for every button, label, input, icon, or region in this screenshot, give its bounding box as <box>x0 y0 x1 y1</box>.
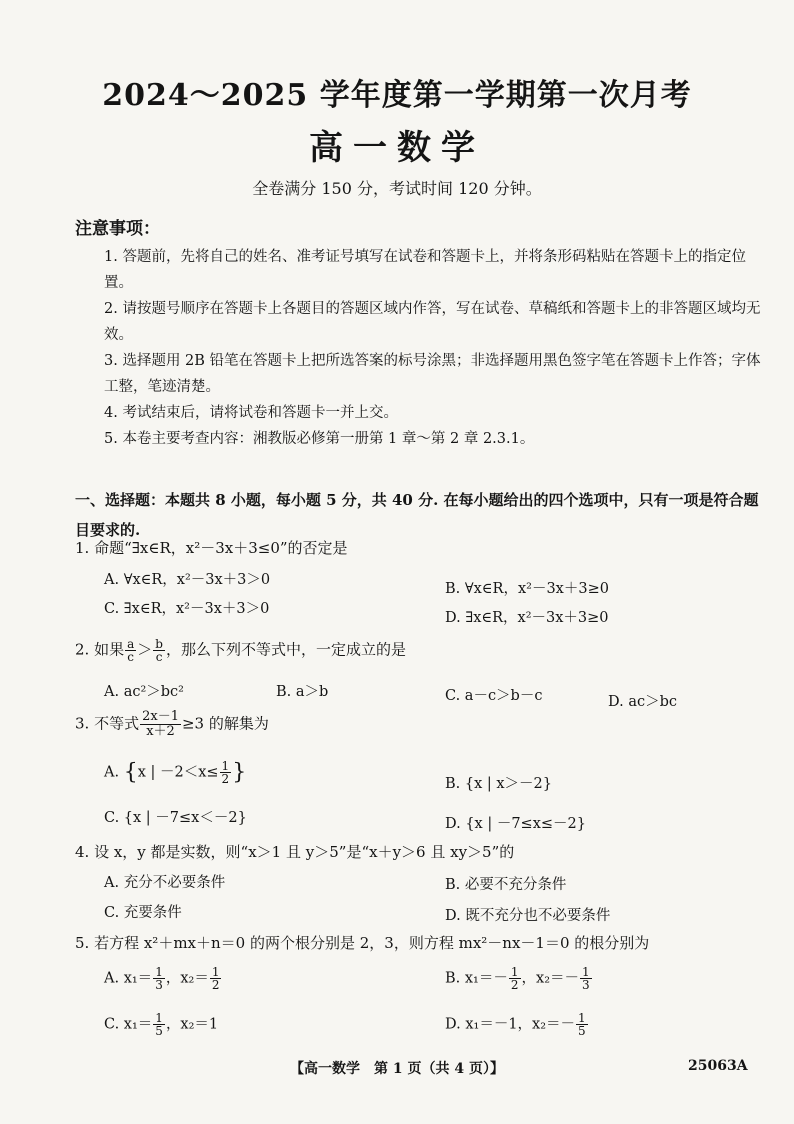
frac-den: c <box>127 650 135 664</box>
subject-title: 高一数学 <box>309 128 485 168</box>
frac <box>576 1012 588 1037</box>
frac-num: 1 <box>155 1011 163 1025</box>
q1-option-d: D. ∃x∈R，x²－3x＋3≥0 <box>445 610 609 626</box>
section-heading: 一、选择题：本题共 8 小题，每小题 5 分，共 40 分. 在每小题给出的四个选项中，只有一项是符合题目要求的. <box>75 491 759 539</box>
q2-option-c: C. a－c＞b－c <box>445 688 543 704</box>
frac-den: c <box>155 650 163 664</box>
q2-option-b: B. a＞b <box>276 684 329 700</box>
frac <box>580 966 592 991</box>
question-4-stem: 4. 设 x，y 都是实数，则“x＞1 且 y＞5”是“x＋y＞6 且 xy＞5”的 <box>75 843 515 861</box>
left-brace: { <box>123 760 138 785</box>
q2-gt: ＞ <box>137 640 153 659</box>
notice-heading: 注意事项： <box>75 219 160 239</box>
q1-option-a: A. ∀x∈R，x²－3x＋3＞0 <box>104 572 271 588</box>
q5-option-a <box>104 966 222 991</box>
q2-fraction-b-c <box>153 638 165 663</box>
frac-num: 1 <box>510 965 519 979</box>
q2-pre: 2. 如果 <box>75 640 125 659</box>
frac-den: 5 <box>578 1024 586 1038</box>
option-label: A. <box>104 764 120 781</box>
frac-den: 3 <box>582 978 590 992</box>
opt-text: C. x₁＝ <box>104 1016 153 1033</box>
frac-num: 1 <box>211 965 220 979</box>
frac-num: b <box>155 637 163 651</box>
frac-num: 1 <box>155 965 163 979</box>
q1-option-b: B. ∀x∈R，x²－3x＋3≥0 <box>445 581 609 597</box>
exam-meta: 全卷满分 150 分，考试时间 120 分钟。 <box>252 179 542 198</box>
q5-option-b <box>445 966 593 991</box>
page-footer: 【高一数学 第 1 页（共 4 页）】 <box>290 1061 504 1077</box>
set-body: x | －2＜x≤ <box>137 764 219 781</box>
q4-option-c: C. 充要条件 <box>104 905 182 921</box>
frac-den: x＋2 <box>146 724 175 739</box>
q3-option-c: C. {x | －7≤x＜－2} <box>104 810 247 826</box>
exam-code: 25063A <box>688 1058 748 1074</box>
right-brace: } <box>232 760 247 785</box>
question-3-stem <box>75 710 269 739</box>
frac-den: 2 <box>221 772 230 786</box>
opt-text: A. x₁＝ <box>104 970 153 987</box>
frac-den: 3 <box>155 978 163 992</box>
frac <box>153 966 165 991</box>
q3-post: ≥3 的解集为 <box>181 714 269 733</box>
q2-fraction-a-c <box>125 638 136 663</box>
question-5-stem: 5. 若方程 x²＋mx＋n＝0 的两个根分别是 2，3，则方程 mx²－nx－1＝0 的根分别为 <box>75 934 650 952</box>
frac <box>153 1012 165 1037</box>
q4-option-d: D. 既不充分也不必要条件 <box>445 908 611 924</box>
notice-item: 5. 本卷主要考查内容：湘教版必修第一册第 1 章～第 2 章 2.3.1。 <box>104 431 535 447</box>
frac <box>210 966 222 991</box>
opt-text: ，x₂＝1 <box>165 1016 219 1033</box>
opt-text: ，x₂＝ <box>165 970 209 987</box>
q1-option-c: C. ∃x∈R，x²－3x＋3＞0 <box>104 601 270 617</box>
q4-option-b: B. 必要不充分条件 <box>445 877 567 893</box>
opt-text: D. x₁＝－1，x₂＝－ <box>445 1016 576 1033</box>
q4-option-a: A. 充分不必要条件 <box>104 875 226 891</box>
notice-item: 4. 考试结束后，请将试卷和答题卡一并上交。 <box>104 405 398 421</box>
q3-option-b: B. {x | x＞－2} <box>445 776 553 792</box>
frac-den: 2 <box>211 978 220 992</box>
frac-den: 2 <box>510 978 519 992</box>
q5-option-d <box>445 1012 589 1037</box>
frac-den: 5 <box>155 1024 163 1038</box>
q3-option-d: D. {x | －7≤x≤－2} <box>445 816 586 832</box>
q3-a-fraction <box>220 760 232 785</box>
notice-item: 1. 答题前，先将自己的姓名、准考证号填写在试卷和答题卡上，并将条形码粘贴在答题卡上的指定位置。 <box>104 249 746 291</box>
frac-num: 1 <box>221 759 230 773</box>
question-1-stem: 1. 命题“∃x∈R，x²－3x＋3≤0”的否定是 <box>75 539 348 557</box>
frac-num: 2x－1 <box>142 709 179 724</box>
q3-pre: 3. 不等式 <box>75 714 140 733</box>
notice-item: 2. 请按题号顺序在答题卡上各题目的答题区域内作答，写在试卷、草稿纸和答题卡上的非答题区域均无效。 <box>104 301 761 343</box>
q2-option-a: A. ac²＞bc² <box>104 684 184 700</box>
q3-option-a <box>104 760 246 785</box>
question-2-stem <box>75 638 406 663</box>
frac <box>509 966 521 991</box>
q3-fraction <box>140 710 181 739</box>
opt-text: B. x₁＝－ <box>445 970 508 987</box>
q5-option-c <box>104 1012 218 1037</box>
notice-item: 3. 选择题用 2B 铅笔在答题卡上把所选答案的标号涂黑；非选择题用黑色签字笔在答题卡上作答；字体工整，笔迹清楚。 <box>104 353 761 395</box>
q2-option-d: D. ac＞bc <box>608 694 677 710</box>
frac-num: a <box>127 637 135 651</box>
q2-post: ，那么下列不等式中，一定成立的是 <box>165 640 406 659</box>
notice-list <box>104 244 764 452</box>
exam-title: 2024～2025 学年度第一学期第一次月考 <box>102 78 692 113</box>
frac-num: 1 <box>582 965 590 979</box>
frac-num: 1 <box>578 1011 586 1025</box>
opt-text: ，x₂＝－ <box>521 970 580 987</box>
